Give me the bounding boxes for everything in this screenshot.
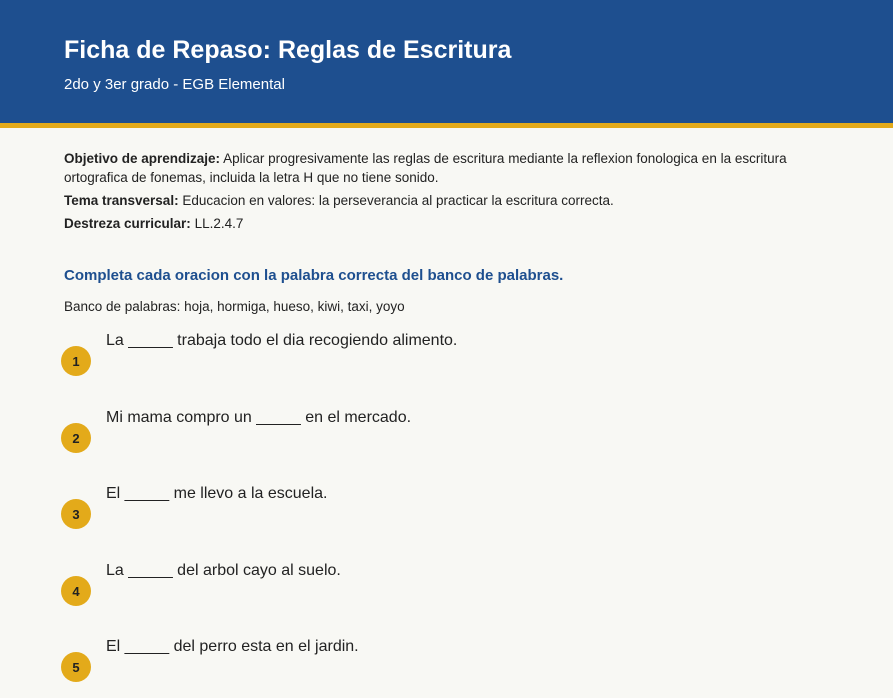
worksheet-header: [0, 0, 893, 128]
question-number-badge: 5: [61, 652, 91, 682]
objective-label: Objetivo de aprendizaje:: [64, 151, 221, 166]
question-item: [61, 485, 841, 545]
question-item: [61, 409, 841, 469]
question-sentence: La _____ del arbol cayo al suelo.: [106, 562, 341, 579]
question-item: [61, 562, 841, 622]
question-sentence: Mi mama compro un _____ en el mercado.: [106, 409, 412, 426]
theme-line: [64, 191, 844, 210]
question-sentence: El _____ me llevo a la escuela.: [106, 485, 328, 502]
objective-line: [64, 149, 844, 187]
instructions-heading: Completa cada oracion con la palabra correcta del banco de palabras.: [64, 267, 564, 284]
question-number-badge: 1: [61, 346, 91, 376]
theme-text: Educacion en valores: la perseverancia al practicar la escritura correcta.: [182, 193, 614, 208]
objective-text: Aplicar progresivamente las reglas de escritura mediante la reflexion fonologica en la escritura ortografica de fonemas, incluida la letra H que no tiene sonido.: [64, 151, 787, 185]
question-number-badge: 4: [61, 576, 91, 606]
question-item: [61, 638, 841, 698]
page-title: Ficha de Repaso: Reglas de Escritura: [64, 36, 512, 64]
curriculum-info: [64, 149, 844, 237]
question-number-badge: 2: [61, 423, 91, 453]
question-sentence: La _____ trabaja todo el dia recogiendo alimento.: [106, 332, 458, 349]
skill-text: LL.2.4.7: [194, 216, 244, 231]
theme-label: Tema transversal:: [64, 193, 179, 208]
page-subtitle: 2do y 3er grado - EGB Elemental: [64, 76, 285, 93]
question-number-badge: 3: [61, 499, 91, 529]
word-bank: Banco de palabras: hoja, hormiga, hueso, kiwi, taxi, yoyo: [64, 299, 405, 314]
skill-label: Destreza curricular:: [64, 216, 191, 231]
question-sentence: El _____ del perro esta en el jardin.: [106, 638, 359, 655]
skill-line: [64, 214, 844, 233]
question-item: [61, 332, 841, 392]
